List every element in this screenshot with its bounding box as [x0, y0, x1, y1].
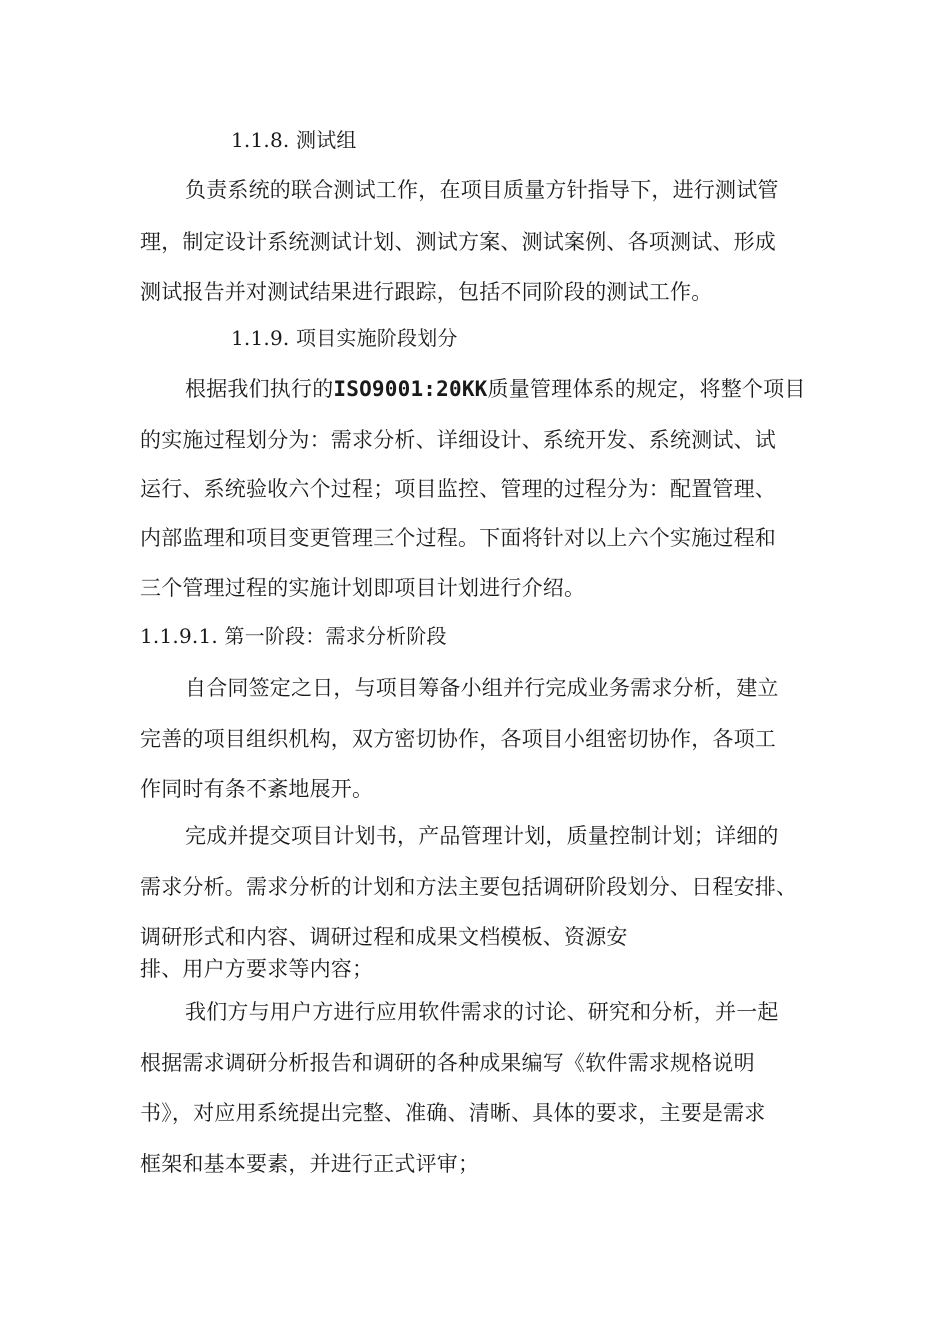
paragraph-line: 三个管理过程的实施计划即项目计划进行介绍。: [140, 576, 586, 600]
paragraph-line: 理，制定设计系统测试计划、测试方案、测试案例、各项测试、形成: [140, 230, 776, 254]
paragraph-line: 需求分析。需求分析的计划和方法主要包括调研阶段划分、日程安排、: [140, 875, 798, 899]
section-heading-1-1-8: 1.1.8. 测试组: [231, 128, 357, 152]
paragraph-line: [185, 377, 806, 401]
paragraph-line: 负责系统的联合测试工作，在项目质量方针指导下，进行测试管: [185, 178, 779, 202]
iso-standard-code: ISO9001:20KK: [333, 377, 488, 401]
paragraph-line: 框架和基本要素，并进行正式评审；: [140, 1152, 480, 1176]
paragraph-line: 测试报告并对测试结果进行跟踪，包括不同阶段的测试工作。: [140, 280, 713, 304]
paragraph-line: 完善的项目组织机构，双方密切协作，各项目小组密切协作，各项工: [140, 727, 776, 751]
section-heading-1-1-9-1: 1.1.9.1. 第一阶段：需求分析阶段: [140, 624, 447, 648]
paragraph-line: 的实施过程划分为：需求分析、详细设计、系统开发、系统测试、试: [140, 428, 776, 452]
text-span: 根据我们执行的: [185, 377, 334, 401]
paragraph-line: 运行、系统验收六个过程；项目监控、管理的过程分为：配置管理、: [140, 477, 776, 501]
paragraph-line: 书》，对应用系统提出完整、准确、清晰、具体的要求，主要是需求: [140, 1101, 766, 1125]
paragraph-line: 内部监理和项目变更管理三个过程。下面将针对以上六个实施过程和: [140, 526, 776, 550]
paragraph-line: 自合同签定之日，与项目筹备小组并行完成业务需求分析，建立: [185, 676, 779, 700]
paragraph-line: 根据需求调研分析报告和调研的各种成果编写《软件需求规格说明: [140, 1051, 755, 1075]
text-span: 质量管理体系的规定，将整个项目: [487, 377, 806, 401]
paragraph-line: 排、用户方要求等内容；: [140, 957, 374, 981]
paragraph-line: 作同时有条不紊地展开。: [140, 777, 374, 801]
paragraph-line: 完成并提交项目计划书，产品管理计划，质量控制计划；详细的: [185, 824, 779, 848]
paragraph-line: 我们方与用户方进行应用软件需求的讨论、研究和分析，并一起: [185, 1000, 779, 1024]
section-heading-1-1-9: 1.1.9. 项目实施阶段划分: [231, 326, 458, 350]
paragraph-line: 调研形式和内容、调研过程和成果文档模板、资源安: [140, 925, 628, 949]
